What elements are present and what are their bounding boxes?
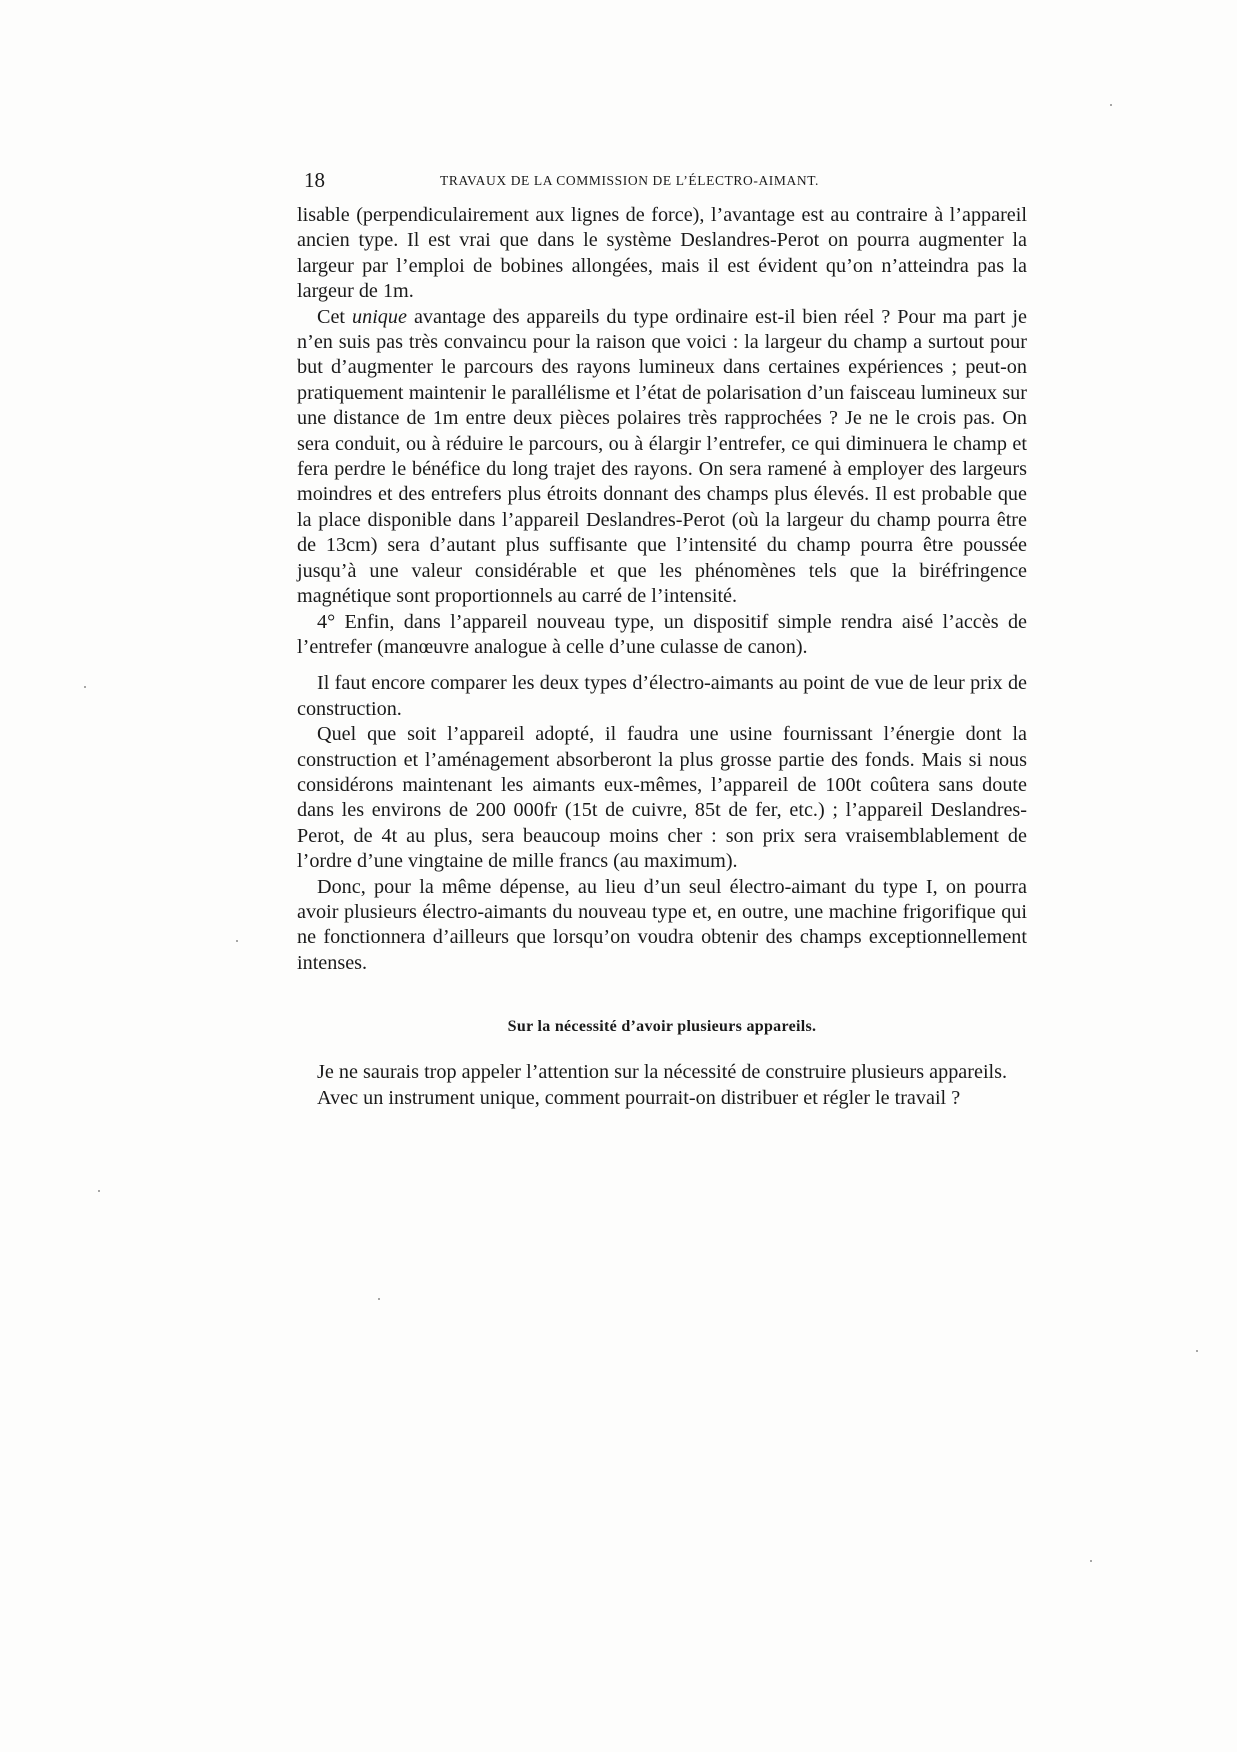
scan-speck xyxy=(84,686,86,688)
scan-speck xyxy=(378,1298,380,1300)
paragraph-7: Je ne saurais trop appeler l’attention sur la nécessité de construire plusieurs appareils. xyxy=(317,1061,1008,1084)
paragraph-5: Quel que soit l’appareil adopté, il faudra une usine fournissant l’énergie dont la construction et l’aménagement absorberont la plus grosse partie des fonds. Mais si nous considérons maintenant les aimants eux-mêmes, l’appareil de 100t coûtera sans doute dans les environs de 200 000fr (15t de cuivre, 85t de fer, etc.) ; l’appareil Deslandres-Perot, de 4t au plus, sera beaucoup moins cher : son prix sera vraisemblablement de l’ordre d’une vingtaine de mille francs (au maximum). xyxy=(297,723,1027,873)
paragraph-3: 4° Enfin, dans l’appareil nouveau type, un dispositif simple rendra aisé l’accès de l’entrefer (manœuvre analogue à celle d’une culasse de canon). xyxy=(297,610,1027,658)
running-head xyxy=(304,166,936,194)
body-text xyxy=(297,203,1027,1111)
emphasis-unique: unique xyxy=(352,305,407,328)
paragraph-gap xyxy=(297,660,1027,671)
scan-speck xyxy=(1196,1350,1198,1352)
paragraph-2-lead-start: Cet xyxy=(317,305,353,328)
paragraph-2-lead-end: avantage des appareils du type ordinaire est-il bien réel ? Pour xyxy=(406,305,936,328)
scan-speck xyxy=(1090,1560,1092,1562)
paragraph-6: Donc, pour la même dépense, au lieu d’un seul électro-aimant du type I, on pourra avoir plusieurs électro-aimants du nouveau type et, en outre, une machine frigorifique qui ne fonctionnera d’ailleurs que lorsqu’on voudra obtenir des champs exceptionnellement intenses. xyxy=(297,875,1027,974)
paragraph-2 xyxy=(297,305,1027,610)
page-number: 18 xyxy=(304,168,325,192)
scan-speck xyxy=(1110,104,1112,106)
running-title: TRAVAUX DE LA COMMISSION DE L’ÉLECTRO-AIMANT. xyxy=(440,173,820,188)
section-title: Sur la nécessité d’avoir plusieurs appareils. xyxy=(507,1018,817,1036)
paragraph-1: lisable (perpendiculairement aux lignes de force), l’avantage est au contraire à l’appareil ancien type. Il est vrai que dans le système Deslandres-Perot on pourra augmenter la largeur par l’emploi de bobines allongées, mais il est évident qu’on n’atteindra pas la largeur de 1m. xyxy=(297,204,1027,303)
paragraph-4: Il faut encore comparer les deux types d’électro-aimants au point de vue de leur prix de construction. xyxy=(297,672,1027,720)
scan-speck xyxy=(236,940,238,942)
paragraph-8: Avec un instrument unique, comment pourrait-on distribuer et régler le travail ? xyxy=(317,1086,961,1109)
paragraph-2-body: ma part je n’en suis pas très convaincu pour la raison que voici : la largeur du champ a surtout pour but d’augmenter le parcours des rayons lumineux dans certaines expériences ; peut-on pratiquement maintenir le parallélisme et l’état de polarisation d’un faisceau lumineux sur une distance de 1m entre deux pièces polaires très rapprochées ? Je ne le crois pas. On sera conduit, ou à réduire le parcours, ou à élargir l’entrefer, ce qui diminuera le champ et fera perdre le bénéfice du long trajet des rayons. On sera ramené à employer des largeurs moindres et des entrefers plus étroits donnant des champs plus élevés. Il est probable que la place disponible dans l’appareil Deslandres-Perot (où la largeur du champ pourra être de 13cm) sera d’autant plus suffisante que l’intensité du champ pourra être poussée jusqu’à une valeur considérable et que les phénomènes tels que la biréfringence magnétique sont proportionnels au carré de l’intensité. xyxy=(297,305,1027,608)
scan-speck xyxy=(98,1190,100,1192)
